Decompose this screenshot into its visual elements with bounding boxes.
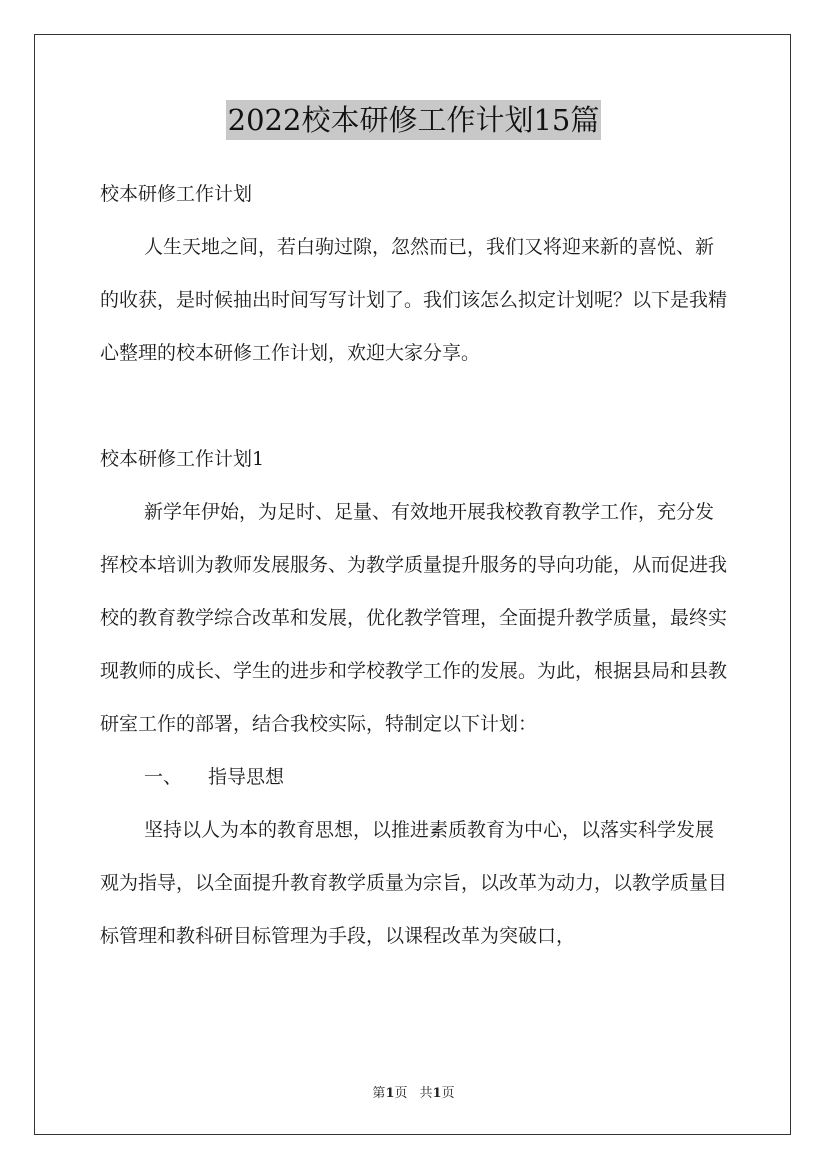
total-prefix: 共 [419,1086,433,1101]
paragraph-spacer [100,380,730,433]
document-body [100,168,730,963]
section-heading: 校本研修工作计划1 [100,448,265,470]
page-prefix: 第 [372,1086,386,1101]
document-subtitle: 校本研修工作计划 [100,183,253,205]
intro-paragraph: 人生天地之间，若白驹过隙，忽然而已，我们又将迎来新的喜悦、新的收获，是时候抽出时间写写计划了。我们该怎么拟定计划呢？以下是我精心整理的校本研修工作计划，欢迎大家分享。 [100,236,728,364]
section-paragraph: 新学年伊始，为足时、足量、有效地开展我校教育教学工作，充分发挥校本培训为教师发展服务、为教学质量提升服务的导向功能，从而促进我校的教育教学综合改革和发展，优化教学管理，全面提升教学质量，最终实现教师的成长、学生的进步和学校教学工作的发展。为此，根据县局和县教研室工作的部署，结合我校实际，特制定以下计划： [100,501,728,735]
total-unit: 页 [441,1086,455,1101]
page-total: 1 [432,1086,442,1101]
item-heading [100,751,730,804]
title-container [0,100,827,140]
page-unit: 页 [394,1086,408,1101]
page-footer [0,1082,827,1101]
item-number: 一、 [144,766,183,788]
item-paragraph: 坚持以人为本的教育思想，以推进素质教育为中心，以落实科学发展观为指导，以全面提升教育教学质量为宗旨，以改革为动力，以教学质量目标管理和教科研目标管理为手段，以课程改革为突破口， [100,819,728,947]
document-title: 2022校本研修工作计划15篇 [226,100,602,140]
page-current: 1 [385,1086,395,1101]
item-title: 指导思想 [208,766,285,788]
